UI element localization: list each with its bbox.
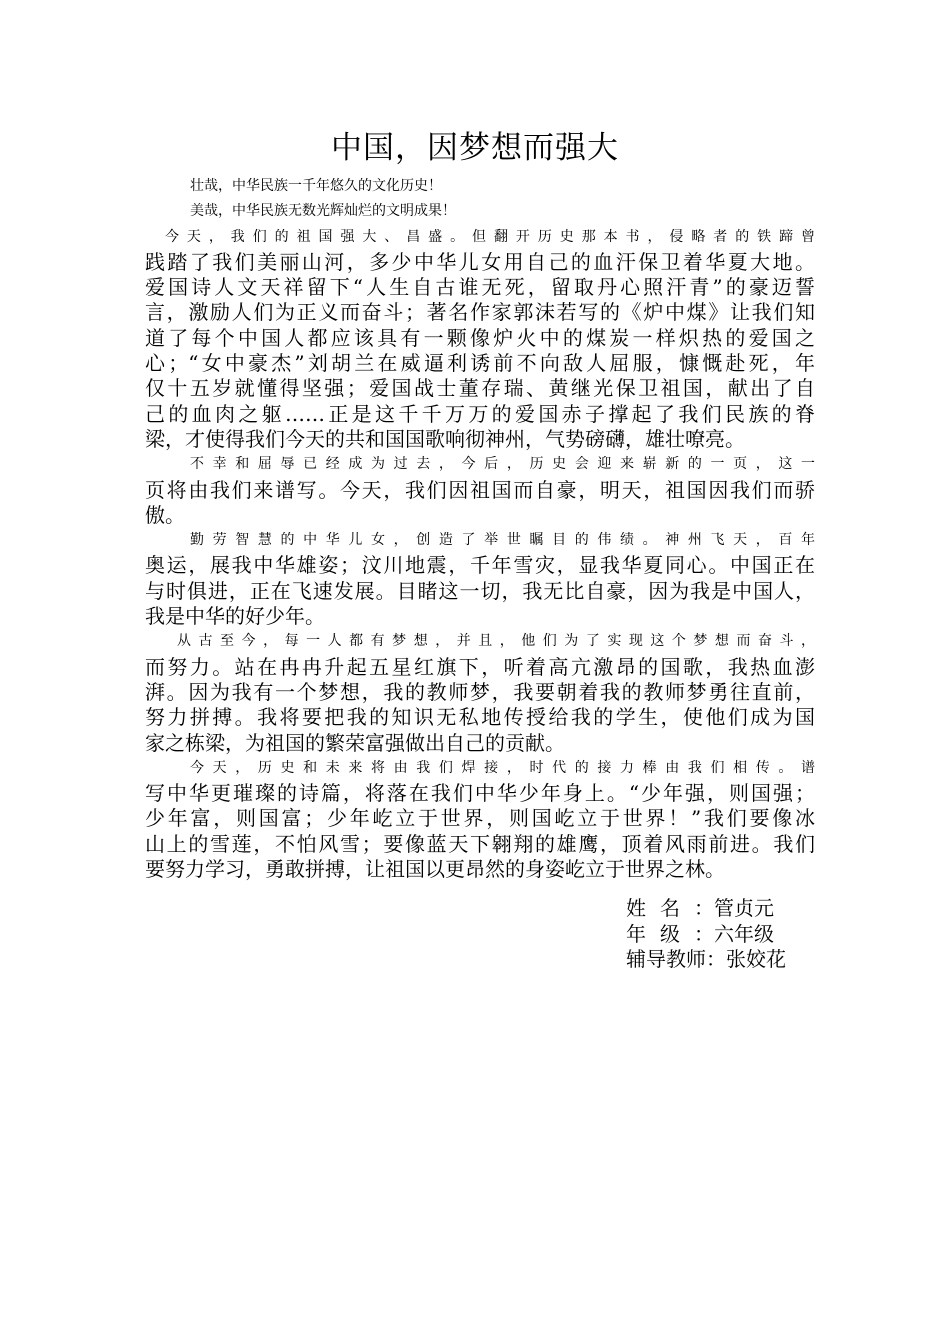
signature-block [626,896,826,973]
essay-line: 爱国诗人文天祥留下“人生自古谁无死，留取丹心照汗青”的豪迈誓 [145,275,815,300]
essay-line: 奥运，展我中华雄姿；汶川地震，千年雪灾，显我华夏同心。中国正在 [145,553,815,578]
essay-line: 我是中华的好少年。 [145,604,325,629]
essay-line: 言，激励人们为正义而奋斗；著名作家郭沫若写的《炉中煤》让我们知 [145,300,815,325]
essay-line: 少年富，则国富；少年屹立于世界，则国屹立于世界！”我们要像冰 [145,806,815,831]
essay-line: 写中华更璀璨的诗篇，将落在我们中华少年身上。“少年强，则国强； [145,781,815,806]
essay-line: 践踏了我们美丽山河，多少中华儿女用自己的血汗保卫着华夏大地。 [145,249,815,274]
essay-line: 要努力学习，勇敢拼搏，让祖国以更昂然的身姿屹立于世界之林。 [145,857,725,882]
essay-line: 努力拼搏。我将要把我的知识无私地传授给我的学生，使他们成为国 [145,705,815,730]
teacher-label: 辅导教师： [626,947,726,971]
essay-line: 湃。因为我有一个梦想，我的教师梦，我要朝着我的教师梦勇往直前， [145,679,815,704]
signature-name-line [626,896,826,922]
essay-line: 道了每个中国人都应该具有一颗像炉火中的煤炭一样炽热的爱国之 [145,325,815,350]
essay-body [145,174,815,882]
essay-line: 山上的雪莲，不怕风雪；要像蓝天下翱翔的雄鹰，顶着风雨前进。我们 [145,831,815,856]
essay-line: 与时俱进，正在飞速发展。目睹这一切，我无比自豪，因为我是中国人， [145,578,815,603]
page-title: 中国，因梦想而强大 [331,130,619,166]
essay-line: 傲。 [145,502,185,527]
name-value: 管贞元 [714,896,774,920]
essay-line: 从古至今，每一人都有梦想，并且，他们为了实现这个梦想而奋斗， [177,633,815,650]
essay-line: 今天，我们的祖国强大、昌盛。但翻开历史那本书，侵略者的铁蹄曾 [165,228,815,245]
essay-line: 今天，历史和未来将由我们焊接，时代的接力棒由我们相传。谱 [190,759,815,776]
essay-line: 仅十五岁就懂得坚强；爱国战士董存瑞、黄继光保卫祖国，献出了自 [145,376,815,401]
essay-line: 家之栋梁，为祖国的繁荣富强做出自己的贡献。 [145,730,565,755]
essay-line: 美哉，中华民族无数光辉灿烂的文明成果！ [190,203,456,220]
essay-line: 心；“女中豪杰”刘胡兰在威逼利诱前不向敌人屈服，慷慨赴死，年 [145,351,815,376]
essay-line: 梁，才使得我们今天的共和国国歌响彻神州，气势磅礴，雄壮嘹亮。 [145,426,745,451]
name-label: 姓名： [626,896,714,920]
essay-line: 页将由我们来谱写。今天，我们因祖国而自豪，明天，祖国因我们而骄 [145,477,815,502]
grade-value: 六年级 [714,921,774,946]
essay-line: 不幸和屈辱已经成为过去，今后，历史会迎来崭新的一页，这一 [190,456,815,473]
essay-line: 己的血肉之躯……正是这千千万万的爱国赤子撑起了我们民族的脊 [145,401,815,426]
grade-label: 年级： [626,921,714,946]
essay-line: 壮哉，中华民族一千年悠久的文化历史！ [190,178,442,194]
essay-line: 勤劳智慧的中华儿女，创造了举世瞩目的伟绩。神州飞天，百年 [190,532,815,549]
essay-line: 而努力。站在冉冉升起五星红旗下，听着高亢激昂的国歌，我热血澎 [145,654,815,679]
signature-teacher-line [626,947,826,973]
signature-grade-line [626,922,826,948]
teacher-value: 张姣花 [726,947,786,971]
